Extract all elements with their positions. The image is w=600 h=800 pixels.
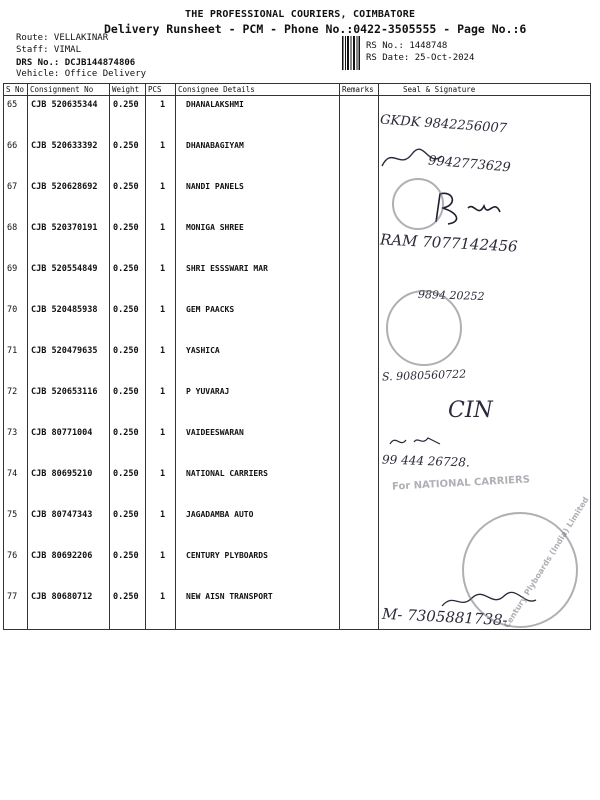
route: Route: VELLAKINAR bbox=[16, 33, 109, 43]
signature-row-65: GKDK 9842256007 bbox=[379, 112, 508, 137]
cell-sno: 74 bbox=[4, 465, 28, 506]
cell-consignment: CJB 80692206 bbox=[28, 547, 110, 588]
cell-sno: 77 bbox=[4, 588, 28, 630]
cell-consignment: CJB 80695210 bbox=[28, 465, 110, 506]
cell-consignee: JAGADAMBA AUTO bbox=[176, 506, 340, 547]
signature-scribble-73 bbox=[388, 430, 448, 452]
stamp-circle-70 bbox=[386, 290, 462, 366]
barcode-icon bbox=[342, 36, 360, 70]
cell-weight: 0.250 bbox=[110, 137, 146, 178]
signature-row-66: 9942773629 bbox=[427, 153, 512, 176]
cell-consignee: GEM PAACKS bbox=[176, 301, 340, 342]
cell-pcs: 1 bbox=[146, 547, 176, 588]
col-signature: Seal & Signature bbox=[379, 84, 591, 96]
cell-sno: 65 bbox=[4, 96, 28, 138]
cell-weight: 0.250 bbox=[110, 260, 146, 301]
cell-sno: 66 bbox=[4, 137, 28, 178]
rs-date: RS Date: 25-Oct-2024 bbox=[366, 53, 475, 63]
signature-scribble-66 bbox=[378, 140, 448, 174]
cell-consignee: NEW AISN TRANSPORT bbox=[176, 588, 340, 630]
cell-pcs: 1 bbox=[146, 342, 176, 383]
cell-remarks bbox=[340, 219, 379, 260]
company-name: THE PROFESSIONAL COURIERS, COIMBATORE bbox=[185, 9, 416, 20]
cell-pcs: 1 bbox=[146, 96, 176, 138]
signature-row-73: 99 444 26728. bbox=[381, 452, 471, 470]
cell-consignment: CJB 520479635 bbox=[28, 342, 110, 383]
table-row bbox=[4, 383, 591, 424]
cell-consignee: DHANABAGIYAM bbox=[176, 137, 340, 178]
cell-weight: 0.250 bbox=[110, 342, 146, 383]
cell-weight: 0.250 bbox=[110, 96, 146, 138]
cell-sno: 67 bbox=[4, 178, 28, 219]
cell-remarks bbox=[340, 301, 379, 342]
col-sno: S No bbox=[4, 84, 28, 96]
cell-remarks bbox=[340, 383, 379, 424]
table-row bbox=[4, 301, 591, 342]
cell-consignee: YASHICA bbox=[176, 342, 340, 383]
cell-remarks bbox=[340, 178, 379, 219]
col-remarks: Remarks bbox=[340, 84, 379, 96]
table-row bbox=[4, 424, 591, 465]
cell-consignee: CENTURY PLYBOARDS bbox=[176, 547, 340, 588]
cell-consignment: CJB 80680712 bbox=[28, 588, 110, 630]
cell-remarks bbox=[340, 424, 379, 465]
table-header bbox=[4, 84, 591, 96]
signature-row-72: CIN bbox=[448, 398, 493, 423]
cell-weight: 0.250 bbox=[110, 588, 146, 630]
cell-remarks bbox=[340, 506, 379, 547]
cell-sno: 69 bbox=[4, 260, 28, 301]
cell-weight: 0.250 bbox=[110, 178, 146, 219]
stamp-century-plyboards: Century Plyboards (India) Limited bbox=[502, 495, 591, 630]
col-consignment: Consignment No bbox=[28, 84, 110, 96]
cell-pcs: 1 bbox=[146, 383, 176, 424]
drs-number: DRS No.: DCJB144874806 bbox=[16, 58, 136, 68]
cell-consignee: NANDI PANELS bbox=[176, 178, 340, 219]
staff: Staff: VIMAL bbox=[16, 45, 82, 55]
cell-consignment: CJB 520370191 bbox=[28, 219, 110, 260]
cell-pcs: 1 bbox=[146, 424, 176, 465]
vehicle: Vehicle: Office Delivery bbox=[16, 69, 147, 79]
cell-pcs: 1 bbox=[146, 178, 176, 219]
cell-sno: 75 bbox=[4, 506, 28, 547]
table-row bbox=[4, 260, 591, 301]
cell-remarks bbox=[340, 547, 379, 588]
cell-pcs: 1 bbox=[146, 260, 176, 301]
cell-remarks bbox=[340, 260, 379, 301]
col-weight: Weight bbox=[110, 84, 146, 96]
cell-consignment: CJB 520653116 bbox=[28, 383, 110, 424]
cell-weight: 0.250 bbox=[110, 219, 146, 260]
cell-weight: 0.250 bbox=[110, 424, 146, 465]
cell-pcs: 1 bbox=[146, 588, 176, 630]
cell-pcs: 1 bbox=[146, 506, 176, 547]
table-row bbox=[4, 342, 591, 383]
cell-consignment: CJB 520485938 bbox=[28, 301, 110, 342]
cell-weight: 0.250 bbox=[110, 465, 146, 506]
cell-pcs: 1 bbox=[146, 219, 176, 260]
cell-consignee: SHRI ESSSWARI MAR bbox=[176, 260, 340, 301]
cell-remarks bbox=[340, 588, 379, 630]
cell-sno: 72 bbox=[4, 383, 28, 424]
cell-consignment: CJB 520635344 bbox=[28, 96, 110, 138]
cell-pcs: 1 bbox=[146, 301, 176, 342]
cell-consignment: CJB 80747343 bbox=[28, 506, 110, 547]
cell-consignment: CJB 520633392 bbox=[28, 137, 110, 178]
stamp-circle-67 bbox=[392, 178, 444, 230]
signature-row-71: S. 9080560722 bbox=[381, 367, 467, 384]
cell-consignee: MONIGA SHREE bbox=[176, 219, 340, 260]
cell-sno: 68 bbox=[4, 219, 28, 260]
cell-remarks bbox=[340, 465, 379, 506]
cell-remarks bbox=[340, 342, 379, 383]
cell-weight: 0.250 bbox=[110, 506, 146, 547]
rs-number: RS No.: 1448748 bbox=[366, 41, 448, 51]
signature-row-69: 9894 20252 bbox=[417, 287, 485, 304]
runsheet-title: Delivery Runsheet - PCM - Phone No.:0422-3505555 - Page No.:6 bbox=[104, 22, 527, 36]
cell-consignee: DHANALAKSHMI bbox=[176, 96, 340, 138]
cell-weight: 0.250 bbox=[110, 547, 146, 588]
cell-weight: 0.250 bbox=[110, 301, 146, 342]
signature-row-68: RAM 7077142456 bbox=[379, 230, 519, 256]
cell-remarks bbox=[340, 96, 379, 138]
cell-sno: 76 bbox=[4, 547, 28, 588]
cell-consignment: CJB 520628692 bbox=[28, 178, 110, 219]
cell-pcs: 1 bbox=[146, 465, 176, 506]
stamp-national-carriers: For NATIONAL CARRIERS bbox=[391, 474, 531, 493]
col-pcs: PCS bbox=[146, 84, 176, 96]
cell-weight: 0.250 bbox=[110, 383, 146, 424]
cell-sno: 73 bbox=[4, 424, 28, 465]
cell-consignee: VAIDEESWARAN bbox=[176, 424, 340, 465]
col-consignee: Consignee Details bbox=[176, 84, 340, 96]
cell-consignment: CJB 80771004 bbox=[28, 424, 110, 465]
cell-consignee: P YUVARAJ bbox=[176, 383, 340, 424]
cell-consignee: NATIONAL CARRIERS bbox=[176, 465, 340, 506]
cell-sno: 70 bbox=[4, 301, 28, 342]
cell-sno: 71 bbox=[4, 342, 28, 383]
cell-remarks bbox=[340, 137, 379, 178]
cell-pcs: 1 bbox=[146, 137, 176, 178]
signature-row-77: M- 7305881738- bbox=[381, 604, 509, 630]
cell-consignment: CJB 520554849 bbox=[28, 260, 110, 301]
